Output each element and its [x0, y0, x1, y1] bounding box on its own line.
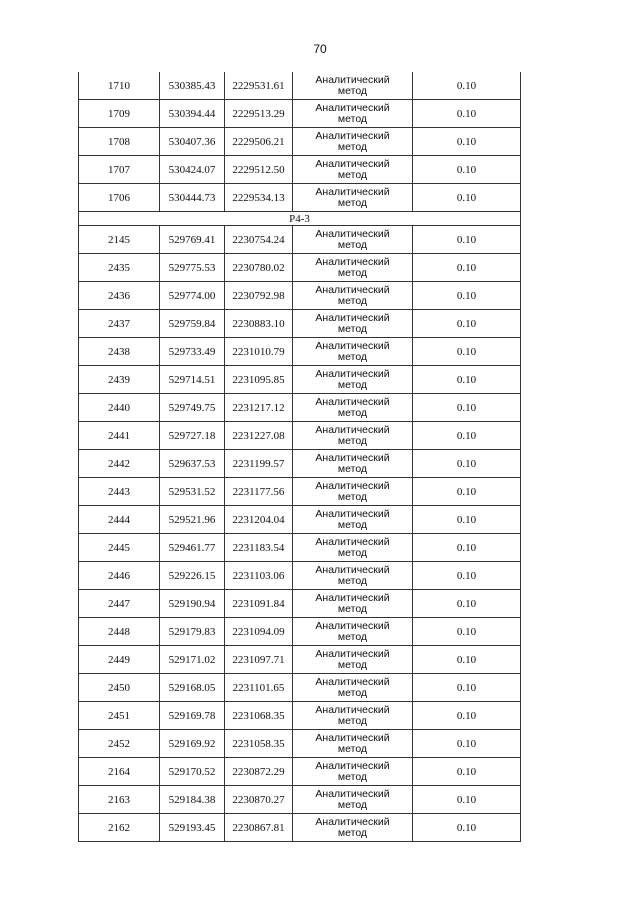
table-row — [79, 338, 521, 366]
accuracy-cell: 0.10 — [413, 254, 521, 282]
x-coordinate-cell: 530407.36 — [160, 128, 225, 156]
table-row — [79, 366, 521, 394]
method-text-line: Аналитический — [315, 507, 390, 520]
y-coordinate-cell: 2229512.50 — [225, 156, 293, 184]
x-coordinate-cell: 530424.07 — [160, 156, 225, 184]
table-row — [79, 394, 521, 422]
accuracy-cell: 0.10 — [413, 310, 521, 338]
section-header-row — [79, 212, 521, 226]
coordinates-table — [78, 72, 521, 842]
y-coordinate-cell: 2231097.71 — [225, 646, 293, 674]
y-coordinate-cell: 2231058.35 — [225, 730, 293, 758]
point-number-cell: 2445 — [79, 534, 160, 562]
y-coordinate-cell: 2230867.81 — [225, 814, 293, 842]
table-row — [79, 814, 521, 842]
point-number-cell: 2436 — [79, 282, 160, 310]
method-text-line: Аналитический — [315, 339, 390, 352]
x-coordinate-cell: 529179.83 — [160, 618, 225, 646]
y-coordinate-cell: 2229513.29 — [225, 100, 293, 128]
method-text-line: Аналитический — [315, 367, 390, 380]
method-cell — [293, 310, 413, 338]
method-cell — [293, 72, 413, 100]
method-cell — [293, 366, 413, 394]
method-text-line: метод — [337, 112, 368, 125]
y-coordinate-cell: 2231217.12 — [225, 394, 293, 422]
x-coordinate-cell: 529170.52 — [160, 758, 225, 786]
table-row — [79, 646, 521, 674]
point-number-cell: 1709 — [79, 100, 160, 128]
method-cell — [293, 730, 413, 758]
method-text-line: Аналитический — [315, 129, 390, 142]
point-number-cell: 1707 — [79, 156, 160, 184]
x-coordinate-cell: 529714.51 — [160, 366, 225, 394]
point-number-cell: 2451 — [79, 702, 160, 730]
accuracy-cell: 0.10 — [413, 450, 521, 478]
method-text-line: метод — [337, 322, 368, 335]
method-text-line: метод — [337, 714, 368, 727]
method-text-line: метод — [337, 84, 368, 97]
point-number-cell: 2442 — [79, 450, 160, 478]
y-coordinate-cell: 2229531.61 — [225, 72, 293, 100]
method-text-line: метод — [337, 546, 368, 559]
point-number-cell: 2450 — [79, 674, 160, 702]
method-cell — [293, 590, 413, 618]
accuracy-cell: 0.10 — [413, 534, 521, 562]
point-number-cell: 2163 — [79, 786, 160, 814]
method-cell — [293, 394, 413, 422]
x-coordinate-cell: 530385.43 — [160, 72, 225, 100]
y-coordinate-cell: 2231227.08 — [225, 422, 293, 450]
x-coordinate-cell: 529193.45 — [160, 814, 225, 842]
method-text-line: Аналитический — [315, 311, 390, 324]
method-text-line: Аналитический — [315, 451, 390, 464]
method-cell — [293, 674, 413, 702]
method-cell — [293, 618, 413, 646]
method-cell — [293, 562, 413, 590]
table-row — [79, 618, 521, 646]
method-text-line: Аналитический — [315, 157, 390, 170]
point-number-cell: 2145 — [79, 226, 160, 254]
point-number-cell: 2441 — [79, 422, 160, 450]
x-coordinate-cell: 529769.41 — [160, 226, 225, 254]
y-coordinate-cell: 2229506.21 — [225, 128, 293, 156]
coordinates-table-body — [79, 72, 521, 842]
table-row — [79, 282, 521, 310]
method-text-line: Аналитический — [315, 227, 390, 240]
table-row — [79, 156, 521, 184]
method-text-line: Аналитический — [315, 423, 390, 436]
section-title: Р4-3 — [79, 212, 521, 226]
accuracy-cell: 0.10 — [413, 282, 521, 310]
x-coordinate-cell: 529461.77 — [160, 534, 225, 562]
y-coordinate-cell: 2231101.65 — [225, 674, 293, 702]
method-cell — [293, 506, 413, 534]
accuracy-cell: 0.10 — [413, 646, 521, 674]
method-cell — [293, 758, 413, 786]
x-coordinate-cell: 529190.94 — [160, 590, 225, 618]
accuracy-cell: 0.10 — [413, 184, 521, 212]
method-cell — [293, 100, 413, 128]
point-number-cell: 2449 — [79, 646, 160, 674]
method-text-line: Аналитический — [315, 675, 390, 688]
method-text-line: Аналитический — [315, 619, 390, 632]
accuracy-cell: 0.10 — [413, 478, 521, 506]
accuracy-cell: 0.10 — [413, 422, 521, 450]
method-text-line: Аналитический — [315, 73, 390, 86]
method-cell — [293, 128, 413, 156]
page-number: 70 — [313, 42, 327, 56]
method-cell — [293, 254, 413, 282]
x-coordinate-cell: 529727.18 — [160, 422, 225, 450]
x-coordinate-cell: 529531.52 — [160, 478, 225, 506]
y-coordinate-cell: 2230754.24 — [225, 226, 293, 254]
x-coordinate-cell: 529169.92 — [160, 730, 225, 758]
y-coordinate-cell: 2231177.56 — [225, 478, 293, 506]
method-text-line: метод — [337, 378, 368, 391]
method-text-line: Аналитический — [315, 815, 390, 828]
method-text-line: Аналитический — [315, 731, 390, 744]
table-row — [79, 702, 521, 730]
x-coordinate-cell: 529184.38 — [160, 786, 225, 814]
method-text-line: метод — [337, 826, 368, 839]
table-row — [79, 758, 521, 786]
method-text-line: Аналитический — [315, 479, 390, 492]
y-coordinate-cell: 2231199.57 — [225, 450, 293, 478]
x-coordinate-cell: 529637.53 — [160, 450, 225, 478]
table-row — [79, 226, 521, 254]
y-coordinate-cell: 2231204.04 — [225, 506, 293, 534]
x-coordinate-cell: 529774.00 — [160, 282, 225, 310]
method-text-line: Аналитический — [315, 395, 390, 408]
method-text-line: метод — [337, 490, 368, 503]
accuracy-cell: 0.10 — [413, 674, 521, 702]
x-coordinate-cell: 529226.15 — [160, 562, 225, 590]
method-text-line: метод — [337, 518, 368, 531]
method-text-line: Аналитический — [315, 535, 390, 548]
accuracy-cell: 0.10 — [413, 814, 521, 842]
y-coordinate-cell: 2230792.98 — [225, 282, 293, 310]
method-text-line: метод — [337, 602, 368, 615]
y-coordinate-cell: 2229534.13 — [225, 184, 293, 212]
method-text-line: метод — [337, 238, 368, 251]
method-text-line: Аналитический — [315, 759, 390, 772]
method-cell — [293, 814, 413, 842]
method-cell — [293, 338, 413, 366]
y-coordinate-cell: 2230872.29 — [225, 758, 293, 786]
method-text-line: метод — [337, 462, 368, 475]
table-row — [79, 534, 521, 562]
x-coordinate-cell: 529749.75 — [160, 394, 225, 422]
accuracy-cell: 0.10 — [413, 226, 521, 254]
x-coordinate-cell: 529521.96 — [160, 506, 225, 534]
x-coordinate-cell: 529168.05 — [160, 674, 225, 702]
method-text-line: метод — [337, 770, 368, 783]
method-text-line: метод — [337, 574, 368, 587]
method-cell — [293, 226, 413, 254]
table-row — [79, 478, 521, 506]
method-text-line: метод — [337, 434, 368, 447]
y-coordinate-cell: 2230883.10 — [225, 310, 293, 338]
y-coordinate-cell: 2231094.09 — [225, 618, 293, 646]
point-number-cell: 2447 — [79, 590, 160, 618]
method-text-line: Аналитический — [315, 703, 390, 716]
method-text-line: метод — [337, 266, 368, 279]
accuracy-cell: 0.10 — [413, 338, 521, 366]
y-coordinate-cell: 2231091.84 — [225, 590, 293, 618]
method-text-line: метод — [337, 658, 368, 671]
x-coordinate-cell: 530394.44 — [160, 100, 225, 128]
method-text-line: Аналитический — [315, 591, 390, 604]
y-coordinate-cell: 2231103.06 — [225, 562, 293, 590]
point-number-cell: 2444 — [79, 506, 160, 534]
accuracy-cell: 0.10 — [413, 394, 521, 422]
accuracy-cell: 0.10 — [413, 156, 521, 184]
method-text-line: метод — [337, 168, 368, 181]
accuracy-cell: 0.10 — [413, 758, 521, 786]
accuracy-cell: 0.10 — [413, 590, 521, 618]
accuracy-cell: 0.10 — [413, 72, 521, 100]
x-coordinate-cell: 529775.53 — [160, 254, 225, 282]
y-coordinate-cell: 2231010.79 — [225, 338, 293, 366]
accuracy-cell: 0.10 — [413, 786, 521, 814]
method-cell — [293, 478, 413, 506]
method-text-line: метод — [337, 742, 368, 755]
accuracy-cell: 0.10 — [413, 100, 521, 128]
table-row — [79, 590, 521, 618]
point-number-cell: 1706 — [79, 184, 160, 212]
table-row — [79, 310, 521, 338]
point-number-cell: 2162 — [79, 814, 160, 842]
table-row — [79, 562, 521, 590]
table-row — [79, 506, 521, 534]
y-coordinate-cell: 2231095.85 — [225, 366, 293, 394]
accuracy-cell: 0.10 — [413, 730, 521, 758]
method-text-line: метод — [337, 686, 368, 699]
point-number-cell: 2435 — [79, 254, 160, 282]
method-text-line: метод — [337, 140, 368, 153]
point-number-cell: 2437 — [79, 310, 160, 338]
y-coordinate-cell: 2230780.02 — [225, 254, 293, 282]
y-coordinate-cell: 2230870.27 — [225, 786, 293, 814]
method-text-line: Аналитический — [315, 185, 390, 198]
table-row — [79, 674, 521, 702]
table-row — [79, 450, 521, 478]
point-number-cell: 2439 — [79, 366, 160, 394]
table-row — [79, 422, 521, 450]
x-coordinate-cell: 529759.84 — [160, 310, 225, 338]
method-cell — [293, 646, 413, 674]
point-number-cell: 1708 — [79, 128, 160, 156]
x-coordinate-cell: 529169.78 — [160, 702, 225, 730]
point-number-cell: 2448 — [79, 618, 160, 646]
table-row — [79, 128, 521, 156]
point-number-cell: 2446 — [79, 562, 160, 590]
method-cell — [293, 156, 413, 184]
accuracy-cell: 0.10 — [413, 702, 521, 730]
table-row — [79, 100, 521, 128]
method-text-line: метод — [337, 798, 368, 811]
table-row — [79, 786, 521, 814]
x-coordinate-cell: 530444.73 — [160, 184, 225, 212]
table-row — [79, 72, 521, 100]
table-row — [79, 254, 521, 282]
x-coordinate-cell: 529171.02 — [160, 646, 225, 674]
method-cell — [293, 786, 413, 814]
method-cell — [293, 184, 413, 212]
accuracy-cell: 0.10 — [413, 618, 521, 646]
method-cell — [293, 702, 413, 730]
method-text-line: метод — [337, 406, 368, 419]
table-row — [79, 730, 521, 758]
method-text-line: метод — [337, 630, 368, 643]
y-coordinate-cell: 2231183.54 — [225, 534, 293, 562]
method-text-line: Аналитический — [315, 787, 390, 800]
table-row — [79, 184, 521, 212]
method-text-line: метод — [337, 350, 368, 363]
point-number-cell: 2164 — [79, 758, 160, 786]
x-coordinate-cell: 529733.49 — [160, 338, 225, 366]
accuracy-cell: 0.10 — [413, 366, 521, 394]
point-number-cell: 2443 — [79, 478, 160, 506]
point-number-cell: 2438 — [79, 338, 160, 366]
method-text-line: Аналитический — [315, 101, 390, 114]
method-cell — [293, 534, 413, 562]
method-text-line: метод — [337, 294, 368, 307]
method-text-line: метод — [337, 196, 368, 209]
point-number-cell: 2452 — [79, 730, 160, 758]
method-cell — [293, 282, 413, 310]
y-coordinate-cell: 2231068.35 — [225, 702, 293, 730]
accuracy-cell: 0.10 — [413, 506, 521, 534]
point-number-cell: 2440 — [79, 394, 160, 422]
method-text-line: Аналитический — [315, 563, 390, 576]
method-cell — [293, 450, 413, 478]
method-text-line: Аналитический — [315, 647, 390, 660]
method-cell — [293, 422, 413, 450]
accuracy-cell: 0.10 — [413, 562, 521, 590]
point-number-cell: 1710 — [79, 72, 160, 100]
method-text-line: Аналитический — [315, 255, 390, 268]
method-text-line: Аналитический — [315, 283, 390, 296]
accuracy-cell: 0.10 — [413, 128, 521, 156]
